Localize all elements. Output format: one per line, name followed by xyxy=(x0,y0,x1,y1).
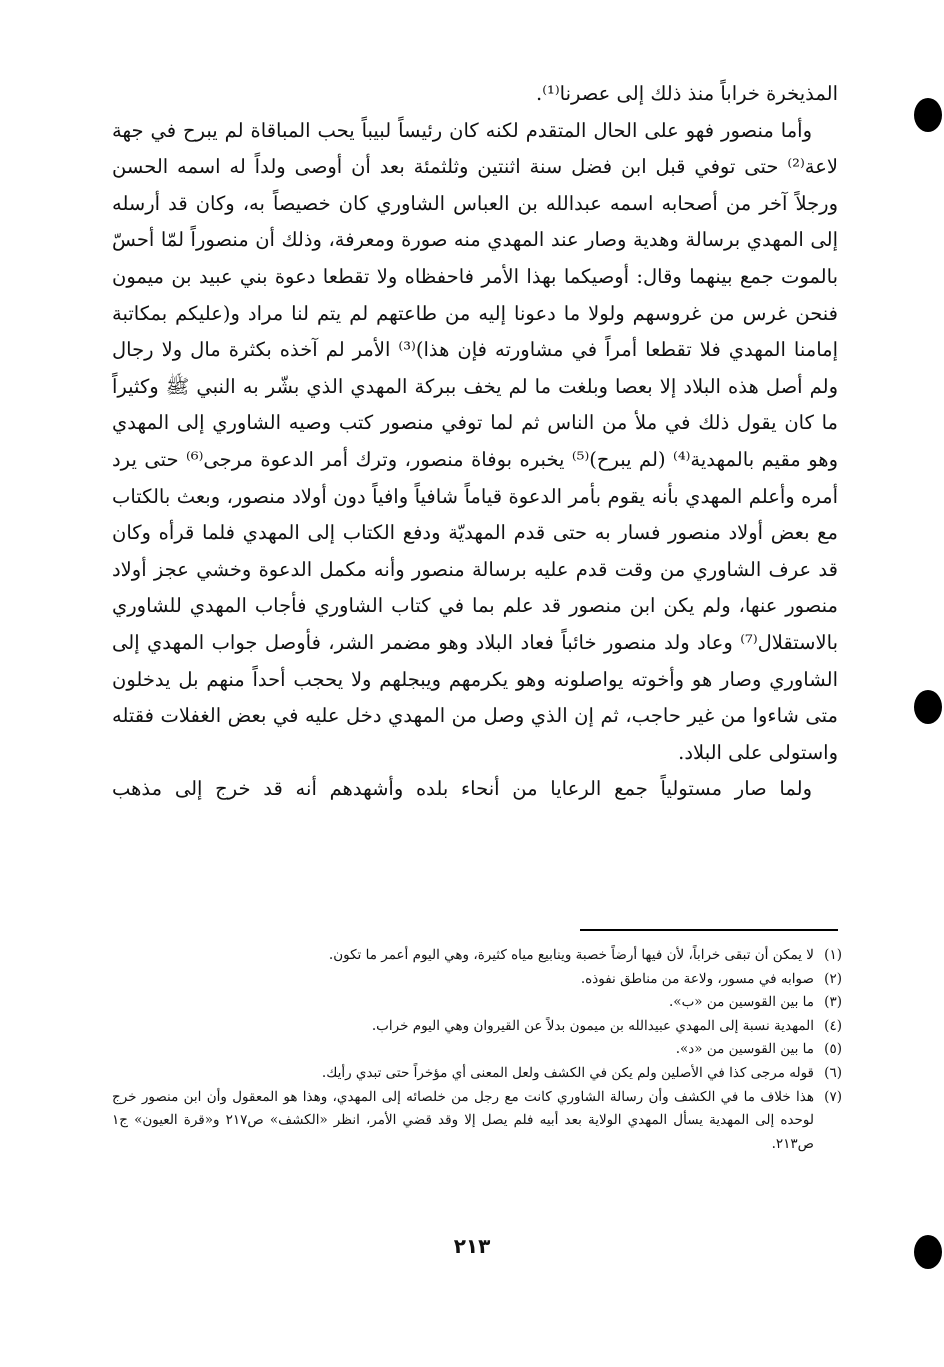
footnote-text: هذا خلاف ما في الكشف وأن رسالة الشاوري كانت مع رجل من خلصائه إلى المهدي، وهذا هو المعقول وأن ابن منصور خرج لوحده إلى المهدية يسأل المهدي الولاية بعد أبيه فلم يصل إلا وقد قضي الأمر، انظر «الكشف» ص٢١٧ و«قرة العيون» ج١ ص٢١٣. xyxy=(112,1088,814,1152)
paragraph-2: وأما منصور فهو على الحال المتقدم لكنه كان رئيساً لبيباً يحب المباقاة لم يبرح في جهة لاعة⁽²⁾ حتى توفي قبل ابن فضل سنة اثنتين وثلثمئة بعد أن أوصى ولداً له اسمه الحسن ورجلاً آخر من أصحابه اسمه عبدالله بن العباس الشاوري كان خصيصاً به، وكان قد أرسله إلى المهدي برسالة وهدية وصار عند المهدي منه صورة ومعرفة، وذلك أن منصوراً لمّا أحسّ بالموت جمع بينهما وقال: أوصيكما بهذا الأمر فاحفظاه ولا تقطعا دعوة بني عبيد بن ميمون فنحن غرس من غروسهم ولولا ما دعونا إليه من طاعتهم لم يتم لنا مراد و(عليكم بمكاتبة إمامنا المهدي فلا تقطعا أمراً في مشاورته فإن هذا)⁽³⁾ الأمر لم آخذه بكثرة مال ولا رجال ولم أصل هذه البلاد إلا بعصا وبلغت ما لم يخف ببركة المهدي الذي بشّر به النبي ﷺ وكثيراً ما كان يقول ذلك في ملأ من الناس ثم لما توفي منصور كتب وصيه الشاوري إلى المهدي وهو مقيم بالمهدية⁽⁴⁾ (لم يبرح)⁽⁵⁾ يخبره بوفاة منصور، وترك أمر الدعوة مرجى⁽⁶⁾ حتى يرد أمره وأعلم المهدي بأنه يقوم بأمر الدعوة قياماً شافياً وافياً دون أولاد منصور، وبعث بالكتاب مع بعض أولاد منصور فسار به حتى قدم المهديّة ودفع الكتاب إلى المهدي فلما قرأه وكان قد عرف الشاوري من وقت قدم عليه برسالة منصور وأنه مكمل الدعوة وخشي عجز أولاد منصور عنها، ولم يكن ابن منصور قد علم بما في كتاب الشاوري فأجاب المهدي للشاوري بالاستقلال⁽⁷⁾ وعاد ولد منصور خائباً فعاد البلاد وهو مضمر الشر، فأوصل جواب المهدي إلى الشاوري وصار هو وأخوته يواصلونه وهو يكرمهم ويبجلهم ولا يحجب أحداً منهم بل يدخلون متى شاءوا من غير حاجب، ثم إن الذي وصل من المهدي دخل عليه في بعض الغفلات فقتله واستولى على البلاد. xyxy=(112,118,838,764)
footnote-1 xyxy=(112,944,842,968)
footnote-4 xyxy=(112,1015,842,1039)
footnote-number: (٦) xyxy=(824,1064,842,1081)
footnote-7 xyxy=(112,1086,842,1157)
binder-hole-bottom xyxy=(914,1235,942,1269)
footnote-text: لا يمكن أن تبقى خراباً، لأن فيها أرضاً خصبة وينابيع مياه كثيرة، وهي اليوم أعمر ما تكون. xyxy=(328,947,814,963)
footnote-divider xyxy=(580,929,838,931)
footnote-text: ما بين القوسين من «ب». xyxy=(669,994,814,1011)
footnote-number: (٢) xyxy=(824,970,842,987)
footnote-text: المهدية نسبة إلى المهدي عبيدالله بن ميمون بدلاً عن القيروان وهي اليوم خراب. xyxy=(371,1017,814,1034)
footnote-3 xyxy=(112,991,842,1015)
footnotes xyxy=(112,944,842,1156)
footnote-number: (٣) xyxy=(824,994,842,1011)
page-number: ٢١٣ xyxy=(453,1234,491,1258)
binder-hole-middle xyxy=(914,690,942,724)
footnote-text: ما بين القوسين من «د». xyxy=(675,1041,814,1058)
footnote-5 xyxy=(112,1038,842,1062)
main-text xyxy=(112,76,838,808)
footnote-6 xyxy=(112,1062,842,1086)
footnote-number: (٤) xyxy=(824,1017,842,1034)
footnote-text: قوله مرجى كذا في الأصلين ولم يكن في الكشف ولعل المعنى أي مؤخراً حتى تبدي رأيك. xyxy=(321,1064,814,1081)
paragraph-3: ولما صار مستولياً جمع الرعايا من أنحاء بلده وأشهدهم أنه قد خرج إلى مذهب xyxy=(112,777,812,801)
footnote-2 xyxy=(112,968,842,992)
footnote-text: صوابه في مسور، ولاعة من مناطق نفوذه. xyxy=(580,970,814,987)
binder-hole-top xyxy=(914,98,942,132)
footnote-number: (٧) xyxy=(824,1088,842,1105)
footnote-number: (٥) xyxy=(824,1041,842,1058)
paragraph-1: المذيخرة خراباً منذ ذلك إلى عصرنا⁽¹⁾. xyxy=(536,82,838,105)
footnote-number: (١) xyxy=(824,947,842,963)
